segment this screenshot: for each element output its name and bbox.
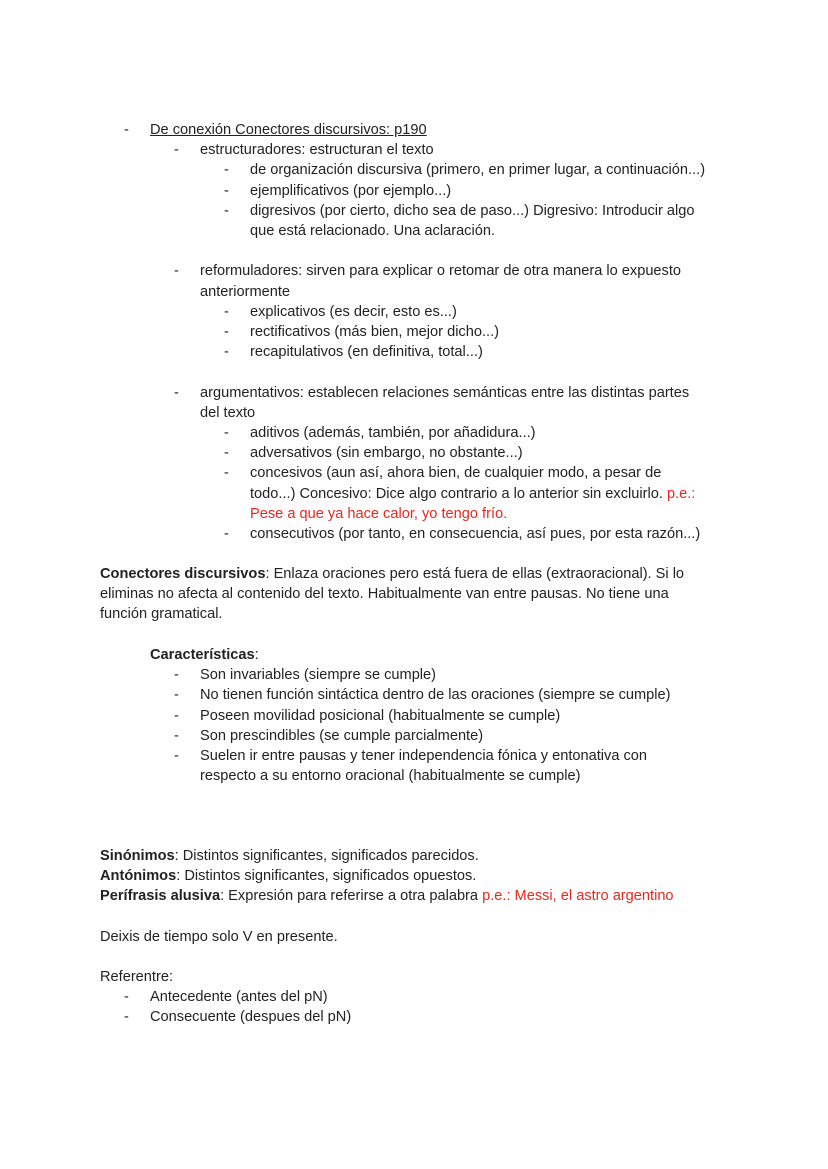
list-dash: - — [224, 344, 229, 361]
list-item-continuation — [0, 504, 705, 524]
list-dash: - — [224, 445, 229, 462]
list-item-text: adversativos (sin embargo, no obstante...) — [250, 445, 523, 462]
example-label: p.e.: — [666, 485, 696, 502]
list-dash: - — [174, 687, 179, 704]
section-heading: Referentre: — [100, 969, 174, 985]
definition: : Distintos significantes, significados parecidos. — [174, 848, 479, 864]
list-item — [0, 423, 705, 443]
list-item-text: que está relacionado. Una aclaración. — [250, 223, 496, 240]
list-item — [0, 1007, 351, 1027]
example-text: p.e.: Messi, el astro argentino — [482, 888, 674, 905]
list-dash: - — [174, 142, 179, 159]
paragraph-line — [100, 564, 684, 584]
definition-line — [100, 866, 674, 886]
list-item — [0, 181, 705, 201]
list-item-text: Son invariables (siempre se cumple) — [200, 667, 437, 684]
list-dash: - — [224, 465, 229, 482]
definition-line — [100, 846, 674, 866]
term: Sinónimos — [100, 848, 175, 864]
definition-line — [100, 886, 674, 906]
conexion-section — [0, 120, 705, 544]
list-item-continuation — [0, 403, 705, 423]
list-dash: - — [224, 303, 229, 320]
definition: : Enlaza oraciones pero está fuera de ellas (extraoracional). Si lo — [265, 566, 685, 582]
definition: : Expresión para referirse a otra palabra — [220, 888, 479, 905]
list-item-continuation — [0, 282, 705, 302]
list-item-text: respecto a su entorno oracional (habitualmente se cumple) — [200, 768, 581, 785]
definition: : Distintos significantes, significados opuestos. — [176, 868, 477, 885]
conectores-paragraph — [100, 564, 684, 625]
list-dash: - — [174, 748, 179, 765]
list-item — [0, 322, 705, 342]
list-item-text: explicativos (es decir, esto es...) — [250, 303, 457, 320]
deixis-paragraph — [100, 927, 338, 947]
list-dash: - — [174, 727, 179, 744]
term: Conectores discursivos — [100, 566, 266, 582]
list-item — [0, 524, 705, 544]
list-item-text: ejemplificativos (por ejemplo...) — [250, 182, 452, 199]
list-item — [0, 302, 705, 322]
estructuradores-label: estructuradores: estructuran el texto — [200, 142, 434, 159]
list-item-continuation — [0, 221, 705, 241]
list-item — [0, 706, 671, 726]
reformuladores-label-cont: anteriormente — [200, 283, 291, 300]
paragraph-line: función gramatical. — [100, 606, 223, 623]
paragraph-line: eliminas no afecta al contenido del texto. Habitualmente van entre pausas. No tiene una — [100, 586, 669, 603]
example-text: Pese a que ya hace calor, yo tengo frío. — [250, 505, 508, 522]
term: Perífrasis alusiva — [100, 888, 221, 905]
list-dash: - — [174, 384, 179, 401]
list-dash: - — [224, 182, 229, 199]
list-item — [0, 140, 705, 160]
list-item-text: Consecuente (despues del pN) — [150, 1009, 352, 1026]
list-dash: - — [124, 122, 129, 138]
term: Antónimos — [100, 868, 177, 885]
list-item-continuation — [0, 484, 705, 504]
spacer — [0, 241, 705, 261]
list-item-text: todo...) Concesivo: Dice algo contrario a lo anterior sin excluirlo. — [250, 485, 663, 502]
list-dash: - — [124, 1009, 129, 1026]
list-item-text: digresivos (por cierto, dicho sea de paso...) Digresivo: Introducir algo — [250, 202, 695, 219]
list-item-text: Son prescindibles (se cumple parcialmente) — [200, 727, 484, 744]
referente-section — [0, 967, 351, 1028]
heading-colon: : — [254, 647, 259, 663]
list-dash: - — [224, 526, 229, 543]
list-item — [0, 463, 705, 483]
section-title: De conexión Conectores discursivos: p190 — [150, 122, 427, 138]
list-item — [0, 120, 705, 140]
list-item — [0, 987, 351, 1007]
list-item — [0, 261, 705, 281]
list-dash: - — [224, 324, 229, 341]
list-item-text: aditivos (además, también, por añadidura...) — [250, 425, 536, 442]
reformuladores-label: reformuladores: sirven para explicar o retomar de otra manera lo expuesto — [200, 263, 682, 280]
list-item — [0, 383, 705, 403]
list-item-text: consecutivos (por tanto, en consecuencia, así pues, por esta razón...) — [250, 526, 701, 543]
section-heading — [0, 645, 671, 665]
list-item-text: recapitulativos (en definitiva, total...) — [250, 344, 483, 361]
list-dash: - — [224, 425, 229, 442]
list-item — [0, 685, 671, 705]
list-item — [0, 665, 671, 685]
list-item — [0, 746, 671, 766]
definiciones-section — [100, 846, 674, 907]
argumentativos-label: argumentativos: establecen relaciones semánticas entre las distintas partes — [200, 384, 690, 401]
list-item — [0, 726, 671, 746]
list-dash: - — [174, 707, 179, 724]
list-item — [0, 443, 705, 463]
list-item-text: de organización discursiva (primero, en primer lugar, a continuación...) — [250, 162, 706, 179]
spacer — [0, 362, 705, 382]
list-item-text: Antecedente (antes del pN) — [150, 989, 328, 1006]
list-item-text: Poseen movilidad posicional (habitualmente se cumple) — [200, 707, 561, 724]
list-item-text: rectificativos (más bien, mejor dicho...) — [250, 324, 499, 341]
list-item — [0, 342, 705, 362]
list-dash: - — [224, 162, 229, 179]
list-dash: - — [124, 989, 129, 1006]
list-item — [0, 201, 705, 221]
list-dash: - — [174, 667, 179, 684]
list-item — [0, 160, 705, 180]
argumentativos-label-cont: del texto — [200, 404, 256, 421]
heading-text: Características — [150, 647, 255, 663]
list-item-text: Suelen ir entre pausas y tener independencia fónica y entonativa con — [200, 748, 648, 765]
paragraph-line: Deixis de tiempo solo V en presente. — [100, 929, 338, 945]
list-dash: - — [174, 263, 179, 280]
list-item-text: concesivos (aun así, ahora bien, de cualquier modo, a pesar de — [250, 465, 662, 482]
list-item-text: No tienen función sintáctica dentro de las oraciones (siempre se cumple) — [200, 687, 671, 704]
caracteristicas-section — [0, 645, 671, 786]
list-dash: - — [224, 202, 229, 219]
list-item-continuation — [0, 766, 671, 786]
